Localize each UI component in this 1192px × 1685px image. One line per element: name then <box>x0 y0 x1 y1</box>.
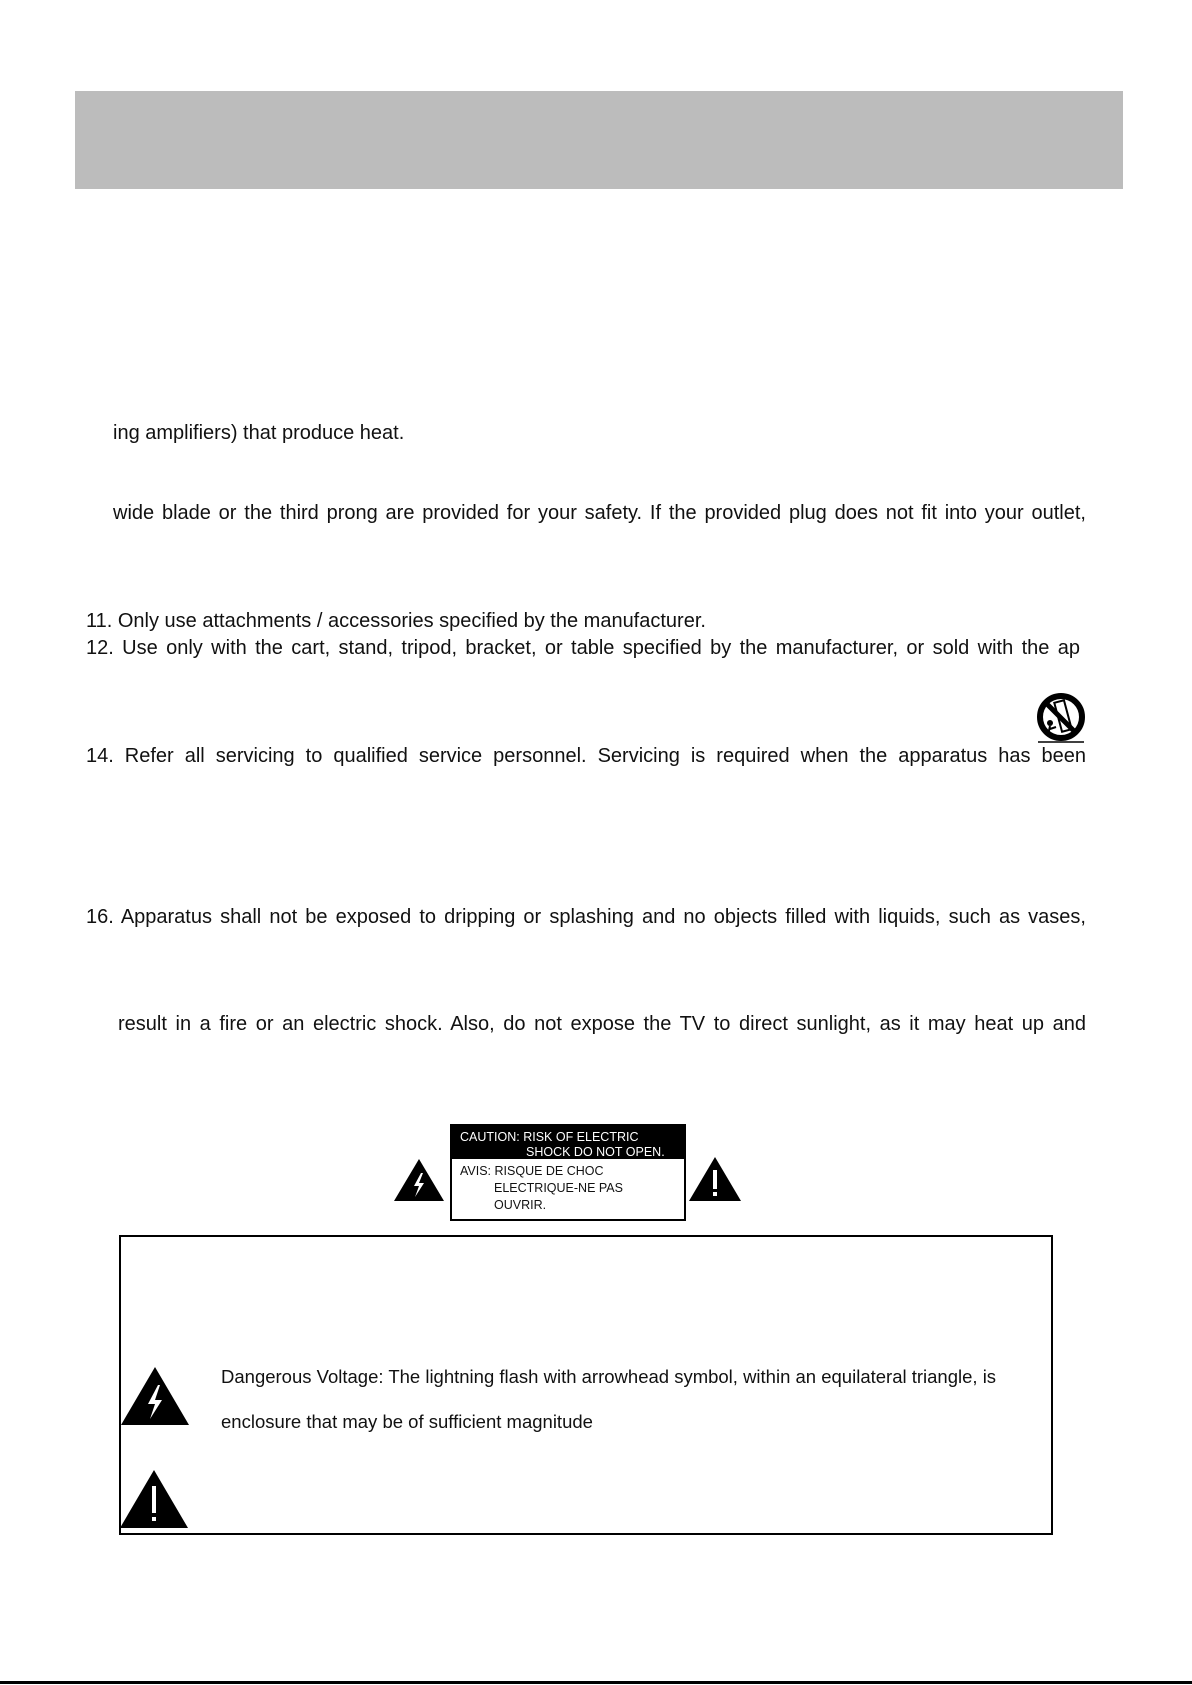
text-line: ing amplifiers) that produce heat. <box>113 422 405 444</box>
list-item-16: 16. Apparatus shall not be exposed to dripping or splashing and no objects filled with liquids, such as vases, <box>86 906 1086 928</box>
lightning-triangle-icon <box>121 1367 189 1425</box>
exclamation-triangle-icon <box>689 1157 741 1201</box>
voltage-description: Dangerous Voltage: The lightning flash with arrowhead symbol, within an equilateral triangle, is <box>221 1366 997 1387</box>
section-header-bar <box>75 91 1123 189</box>
list-item-11: 11. Only use attachments / accessories specified by the manufacturer. <box>86 610 706 632</box>
caution-fr-1: AVIS: RISQUE DE CHOC <box>460 1164 604 1178</box>
list-item-12: 12. Use only with the cart, stand, tripod, bracket, or table specified by the manufacturer, or sold with the ap <box>86 637 1080 659</box>
caution-en-2: SHOCK DO NOT OPEN. <box>526 1145 665 1159</box>
exclamation-triangle-icon <box>120 1470 188 1528</box>
lightning-triangle-icon <box>394 1159 444 1201</box>
caution-en-1: CAUTION: RISK OF ELECTRIC <box>460 1130 639 1144</box>
text-line: result in a fire or an electric shock. Also, do not expose the TV to direct sunlight, as it may heat up and <box>118 1013 1086 1035</box>
list-item-14: 14. Refer all servicing to qualified service personnel. Servicing is required when the apparatus has been <box>86 745 1086 767</box>
cart-warning-icon <box>1034 693 1088 745</box>
caution-label <box>450 1124 686 1221</box>
caution-fr-2: ELECTRIQUE-NE PAS OUVRIR. <box>494 1181 623 1212</box>
voltage-description-cont: enclosure that may be of sufficient magnitude <box>221 1411 593 1432</box>
page-bottom-rule <box>0 1681 1192 1684</box>
text-line: wide blade or the third prong are provided for your safety. If the provided plug does not fit into your outlet, <box>113 502 1086 524</box>
